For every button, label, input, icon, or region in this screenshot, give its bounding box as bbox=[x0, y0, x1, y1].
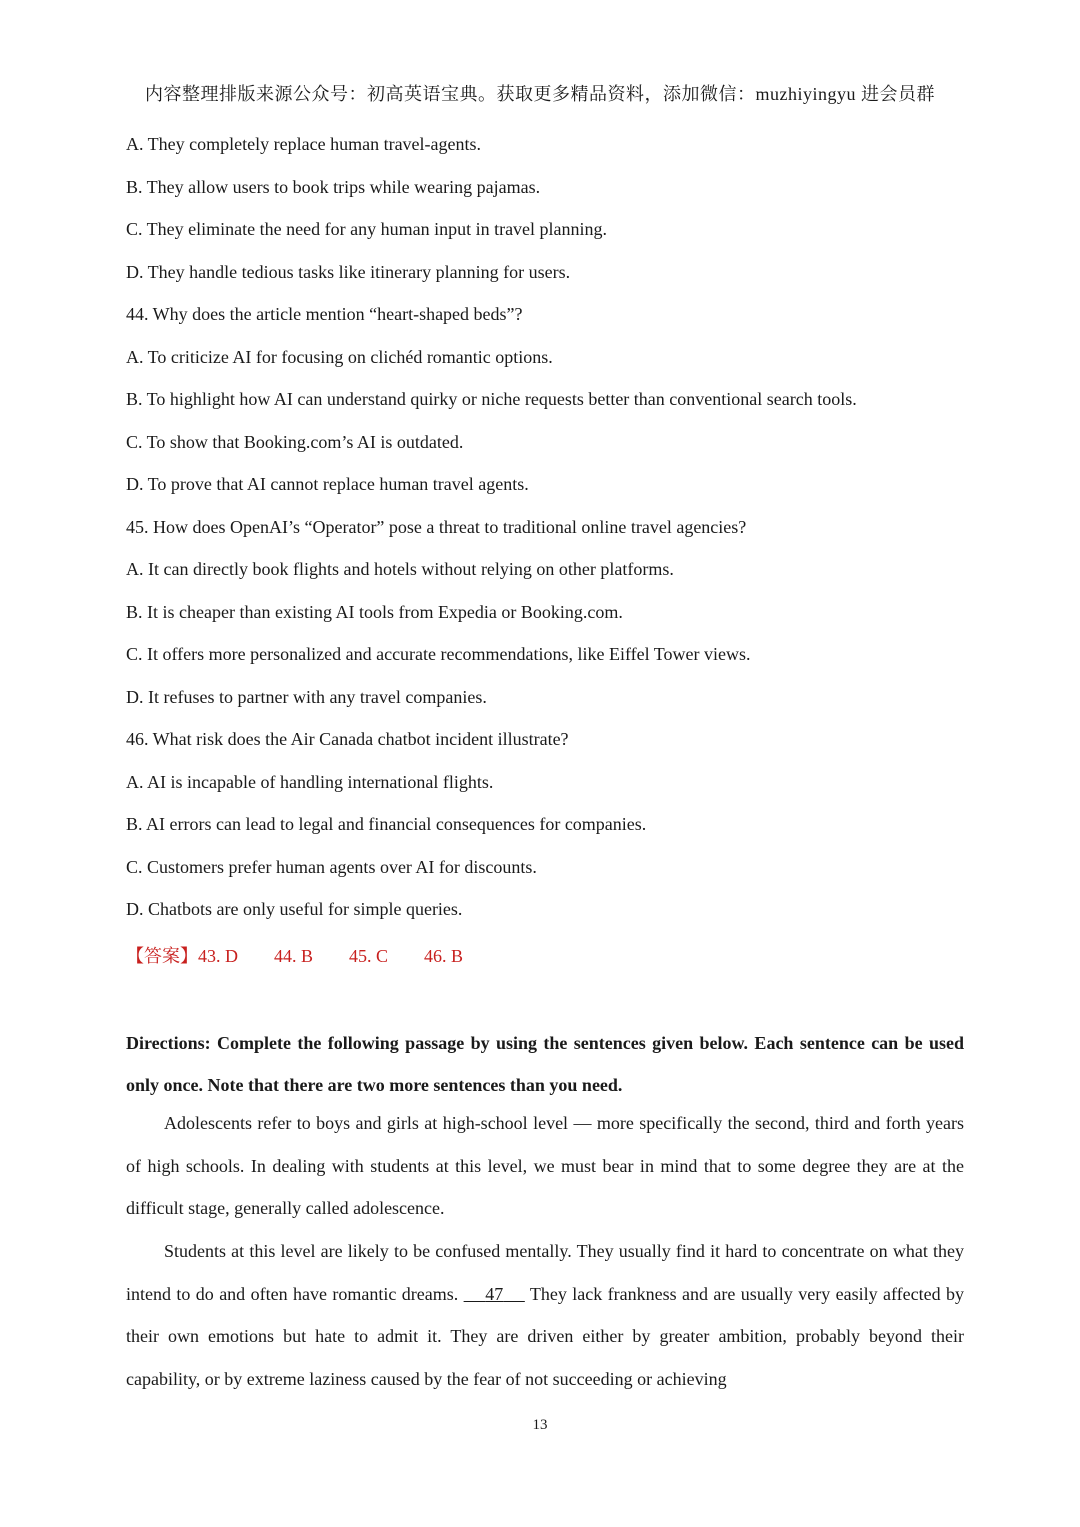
passage-paragraph-1: Adolescents refer to boys and girls at high-school level — more specifically the second, third and forth years of high schools. In dealing with students at this level, we must bear in mind that to some degree they are at the difficult stage, generally called adolescence. bbox=[126, 1113, 964, 1218]
q45-option-a: A. It can directly book flights and hotels without relying on other platforms. bbox=[126, 559, 674, 579]
q46-stem: 46. What risk does the Air Canada chatbot incident illustrate? bbox=[126, 729, 569, 749]
passage-paragraph-2-end: They lack frankness and are usually very easily affected by their own emotions but hate to admit it. They are driven either by greater ambition, probably beyond their capability, or by extreme laziness caused by the fear of not succeeding or achieving bbox=[126, 1283, 964, 1389]
answer-label: 【答案】 bbox=[126, 946, 198, 966]
q45-stem: 45. How does OpenAI’s “Operator” pose a threat to traditional online travel agencies? bbox=[126, 517, 747, 537]
answer-45: 45. C bbox=[349, 946, 389, 966]
q45-option-c: C. It offers more personalized and accurate recommendations, like Eiffel Tower views. bbox=[126, 644, 751, 664]
q43-option-c: C. They eliminate the need for any human input in travel planning. bbox=[126, 219, 608, 239]
q44-option-c: C. To show that Booking.com’s AI is outdated. bbox=[126, 432, 464, 452]
answer-key bbox=[126, 942, 463, 968]
answer-44: 44. B bbox=[274, 946, 314, 966]
q45-option-b: B. It is cheaper than existing AI tools from Expedia or Booking.com. bbox=[126, 602, 623, 622]
q45-option-d: D. It refuses to partner with any travel companies. bbox=[126, 687, 487, 707]
q44-option-d: D. To prove that AI cannot replace human travel agents. bbox=[126, 474, 529, 494]
passage-paragraph-2 bbox=[126, 1230, 964, 1400]
page-number: 13 bbox=[532, 1417, 548, 1433]
q46-option-c: C. Customers prefer human agents over AI for discounts. bbox=[126, 857, 537, 877]
directions: Directions: Complete the following passage by using the sentences given below. Each sentence can be used only once. Note that there are two more sentences than you need. bbox=[126, 1033, 964, 1095]
q43-option-b: B. They allow users to book trips while wearing pajamas. bbox=[126, 177, 541, 197]
answer-43: 43. D bbox=[198, 946, 238, 966]
q46-option-a: A. AI is incapable of handling international flights. bbox=[126, 772, 494, 792]
page-header: 内容整理排版来源公众号：初高英语宝典。获取更多精品资料，添加微信：muzhiyingyu 进会员群 bbox=[145, 84, 935, 104]
q44-option-a: A. To criticize AI for focusing on clichéd romantic options. bbox=[126, 347, 553, 367]
answer-46: 46. B bbox=[424, 946, 464, 966]
q46-option-b: B. AI errors can lead to legal and financial consequences for companies. bbox=[126, 814, 647, 834]
passage-paragraph-2-start: Students at this level are likely to be confused mentally. They usually find it hard to concentrate on what they intend to do and often have romantic dreams. bbox=[126, 1241, 964, 1304]
q44-stem: 44. Why does the article mention “heart-shaped beds”? bbox=[126, 304, 523, 324]
blank-47-number: 47 bbox=[485, 1283, 504, 1304]
blank-47 bbox=[464, 1284, 525, 1304]
q46-option-d: D. Chatbots are only useful for simple queries. bbox=[126, 899, 463, 919]
q44-option-b: B. To highlight how AI can understand quirky or niche requests better than conventional search tools. bbox=[126, 389, 857, 409]
q43-option-a: A. They completely replace human travel-agents. bbox=[126, 134, 482, 154]
q43-option-d: D. They handle tedious tasks like itinerary planning for users. bbox=[126, 262, 571, 282]
